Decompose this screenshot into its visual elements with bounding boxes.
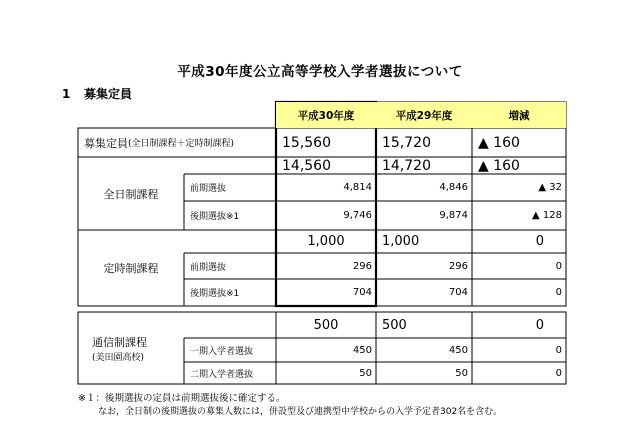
zennichi-row-label: 後期選抜※1 (190, 212, 240, 222)
teiji-total-h30: 1,000 (307, 234, 345, 249)
page-title: 平成30年度公立高等学校入学者選抜について (177, 64, 463, 80)
tsushin-label-block (78, 312, 184, 384)
zennichi-row-diff: ▲ 128 (532, 210, 562, 221)
tsushin-row-h29: 450 (448, 344, 468, 356)
total-h29: 15,720 (382, 134, 431, 151)
teiji-row-label: 後期選抜※1 (190, 289, 240, 299)
total-label (78, 128, 276, 157)
zennichi-total-h29: 14,720 (382, 157, 431, 174)
zennichi-total-h30: 14,560 (282, 157, 331, 174)
teiji-total-h29: 1,000 (382, 234, 420, 249)
tsushin-sublabel: (美田園高校) (92, 352, 145, 363)
tsushin-row-h30: 450 (352, 344, 372, 356)
section-number: 1 (62, 87, 71, 101)
footnote-2: なお，全日制の後期選抜の募集人数には，併設型及び連携型中学校からの入学予定者302名を含む。 (98, 407, 503, 417)
zennichi-row-h30: 4,814 (343, 182, 372, 193)
zennichi-row-h29: 9,874 (439, 210, 468, 221)
tsushin-total-h30: 500 (313, 317, 339, 333)
teiji-row-h30: 296 (352, 260, 372, 272)
teiji-row-diff: 0 (555, 287, 562, 298)
tsushin-row-label: 二期入学者選抜 (190, 369, 254, 380)
tsushin-row-h29: 50 (455, 367, 468, 379)
total-h30: 15,560 (282, 134, 331, 151)
zennichi-row-label: 前期選抜 (190, 184, 227, 194)
tsushin-row-label: 一期入学者選抜 (190, 346, 254, 357)
tsushin-label: 通信制課程 (92, 335, 147, 349)
teiji-row-diff: 0 (555, 260, 562, 272)
header-h30: 平成30年度 (276, 102, 376, 128)
zennichi-row-diff: ▲ 32 (538, 182, 562, 193)
teiji-row-h30: 704 (352, 287, 372, 298)
section-label: 募集定員 (84, 87, 133, 101)
zennichi-total-diff: ▲ 160 (478, 157, 520, 174)
tsushin-row-diff: 0 (555, 344, 562, 356)
zennichi-label: 全日制課程 (103, 187, 159, 201)
total-label-sub: (全日制課程＋定時制課程) (128, 139, 235, 149)
teiji-row-label: 前期選抜 (190, 262, 227, 273)
header-h29: 平成29年度 (376, 102, 472, 128)
tsushin-total-diff: 0 (535, 317, 544, 333)
teiji-label: 定時制課程 (103, 262, 159, 275)
tsushin-row-diff: 0 (555, 367, 562, 379)
teiji-row-h29: 704 (448, 287, 468, 298)
tsushin-row-h30: 50 (359, 367, 372, 379)
header-diff: 増減 (472, 102, 566, 128)
zennichi-row-h29: 4,846 (439, 182, 468, 193)
teiji-row-h29: 296 (448, 260, 468, 272)
total-label-main: 募集定員 (84, 136, 128, 150)
teiji-total-diff: 0 (535, 234, 544, 249)
zennichi-row-h30: 9,746 (343, 210, 372, 221)
footnote-1: ※１：後期選抜の定員は前期選抜後に確定する。 (78, 393, 286, 404)
total-diff: ▲ 160 (478, 134, 520, 151)
tsushin-total-h29: 500 (382, 317, 407, 333)
